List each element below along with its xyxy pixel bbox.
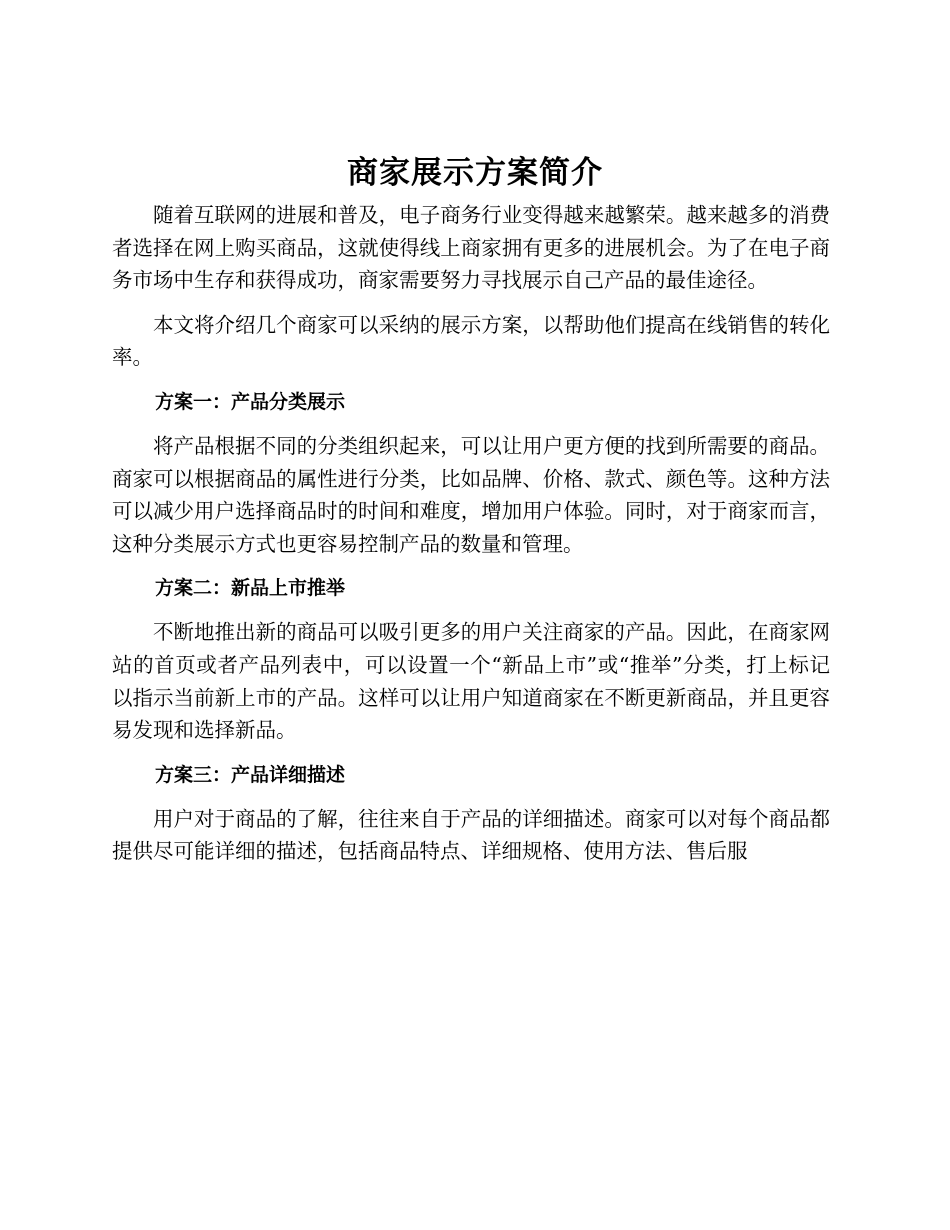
document-title: 商家展示方案简介 — [347, 155, 603, 191]
purpose-paragraph: 本文将介绍几个商家可以采纳的展示方案，以帮助他们提高在线销售的转化率。 — [112, 312, 830, 370]
section-heading-plan-2: 方案二：新品上市推举 — [155, 577, 346, 600]
intro-paragraph: 随着互联网的进展和普及，电子商务行业变得越来越繁荣。越来越多的消费者选择在网上购买商品，这就使得线上商家拥有更多的进展机会。为了在电子商务市场中生存和获得成功，商家需要努力寻找展示自己产品的最佳途径。 — [112, 203, 830, 293]
plan-1-paragraph: 将产品根据不同的分类组织起来，可以让用户更方便的找到所需要的商品。商家可以根据商品的属性进行分类，比如品牌、价格、款式、颜色等。这种方法可以减少用户选择商品时的时间和难度，增加用户体验。同时，对于商家而言，这种分类展示方式也更容易控制产品的数量和管理。 — [112, 433, 830, 556]
section-heading-plan-3: 方案三：产品详细描述 — [155, 763, 346, 786]
document-page — [112, 150, 830, 868]
section-heading-plan-1: 方案一：产品分类展示 — [155, 390, 346, 413]
plan-3-paragraph: 用户对于商品的了解，往往来自于产品的详细描述。商家可以对每个商品都提供尽可能详细的描述，包括商品特点、详细规格、使用方法、售后服 — [112, 806, 830, 864]
plan-2-paragraph: 不断地推出新的商品可以吸引更多的用户关注商家的产品。因此，在商家网站的首页或者产品列表中，可以设置一个“新品上市”或“推举”分类，打上标记以指示当前新上市的产品。这样可以让用户知道商家在不断更新商品，并且更容易发现和选择新品。 — [112, 620, 830, 743]
